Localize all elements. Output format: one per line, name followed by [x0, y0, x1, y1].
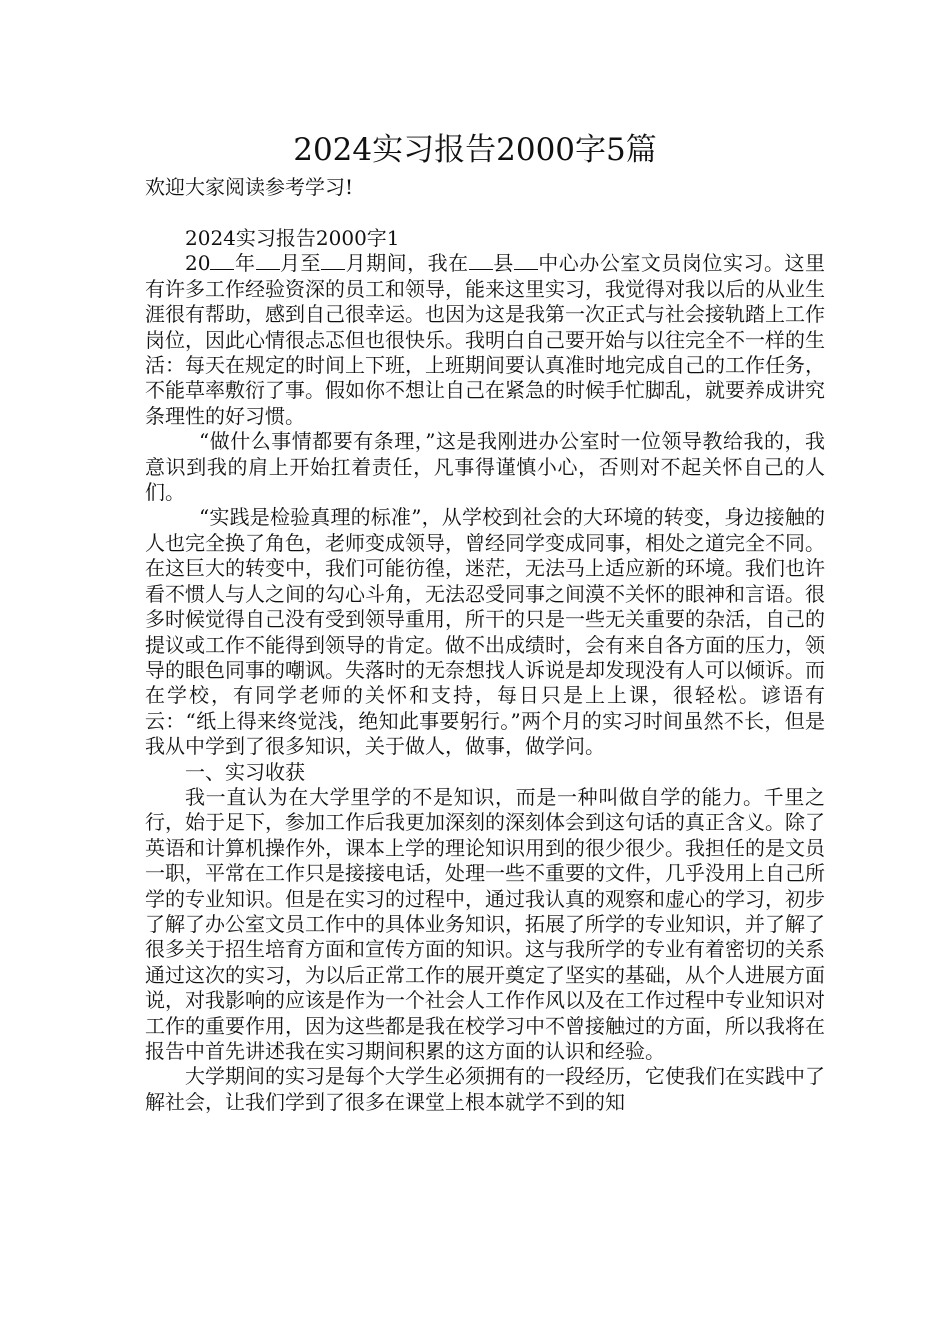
blank-field — [210, 251, 234, 270]
blank-field — [321, 251, 345, 270]
year-prefix: 20 — [185, 251, 211, 276]
body-paragraph: “实践是检验真理的标准”，从学校到社会的大环境的转变，身边接触的人也完全换了角色，老师变成领导，曾经同学变成同事，相处之道完全不同。在这巨大的转变中，我们可能彷徨，迷茫，无法马上适应新的环境。我们也许看不惯人与人之间的勾心斗角，无法忍受同事之间漠不关怀的眼神和言语。很多时候觉得自己没有受到领导重用，所干的只是一些无关重要的杂活，自己的提议或工作不能得到领导的肯定。做不出成绩时，会有来自各方面的压力，领导的眼色同事的嘲讽。失落时的无奈想找人诉说是却发现没有人可以倾诉。而在学校，有同学老师的关怀和支持，每日只是上上课，很轻松。谚语有云：“纸上得来终觉浅，绝知此事要躬行。”两个月的实习时间虽然不长，但是我从中学到了很多知识，关于做人，做事，做学问。 — [145, 505, 825, 759]
body-paragraph: 我一直认为在大学里学的不是知识，而是一种叫做自学的能力。千里之行，始于足下，参加工作后我更加深刻的深刻体会到这句话的真正含义。除了英语和计算机操作外，课本上学的理论知识用到的很少很少。我担任的是文员一职，平常在工作只是接接电话，处理一些不重要的文件，几乎没用上自己所学的专业知识。但是在实习的过程中，通过我认真的观察和虚心的学习，初步了解了办公室文员工作中的具体业务知识，拓展了所学的专业知识，并了解了很多关于招生培育方面和宣传方面的知识。这与我所学的专业有着密切的关系通过这次的实习，为以后正常工作的展开奠定了坚实的基础，从个人进展方面说，对我影响的应该是作为一个社会人工作作风以及在工作过程中专业知识对工作的重要作用，因为这些都是我在校学习中不曾接触过的方面，所以我将在报告中首先讲述我在实习期间积累的这方面的认识和经验。 — [145, 784, 825, 1063]
blank-field — [469, 251, 493, 270]
body-paragraph: 大学期间的实习是每个大学生必须拥有的一段经历，它使我们在实践中了解社会，让我们学到了很多在课堂上根本就学不到的知 — [145, 1064, 825, 1114]
section-title: 2024实习报告2000字1 — [185, 226, 400, 250]
intro-paragraph: 20 年 月至 月期间，我在 县 中心办公室文员岗位实习。这里有许多工作经验资深的员工和领导，能来这里实习，我觉得对我以后的从业生涯很有帮助，感到自己很幸运。也因为这是我第一次正式与社会接轨踏上工作岗位，因此心情很忐忑但也很快乐。我明白自己要开始与以往完全不一样的生活：每天在规定的时间上下班，上班期间要认真准时地完成自己的工作任务，不能草率敷衍了事。假如你不想让自己在紧急的时候手忙脚乱，就要养成讲究条理性的好习惯。 — [145, 251, 826, 428]
document-title: 2024实习报告2000字5篇 — [293, 132, 657, 168]
welcome-line: 欢迎大家阅读参考学习! — [145, 175, 354, 199]
body-paragraph: “做什么事情都要有条理，”这是我刚进办公室时一位领导教给我的，我意识到我的肩上开始扛着责任，凡事得谨慎小心，否则对不起关怀自己的人们。 — [145, 429, 825, 505]
document-body — [145, 226, 825, 1115]
blank-field — [514, 251, 538, 270]
blank-field — [256, 251, 280, 270]
subheading: 一、实习收获 — [185, 759, 305, 784]
